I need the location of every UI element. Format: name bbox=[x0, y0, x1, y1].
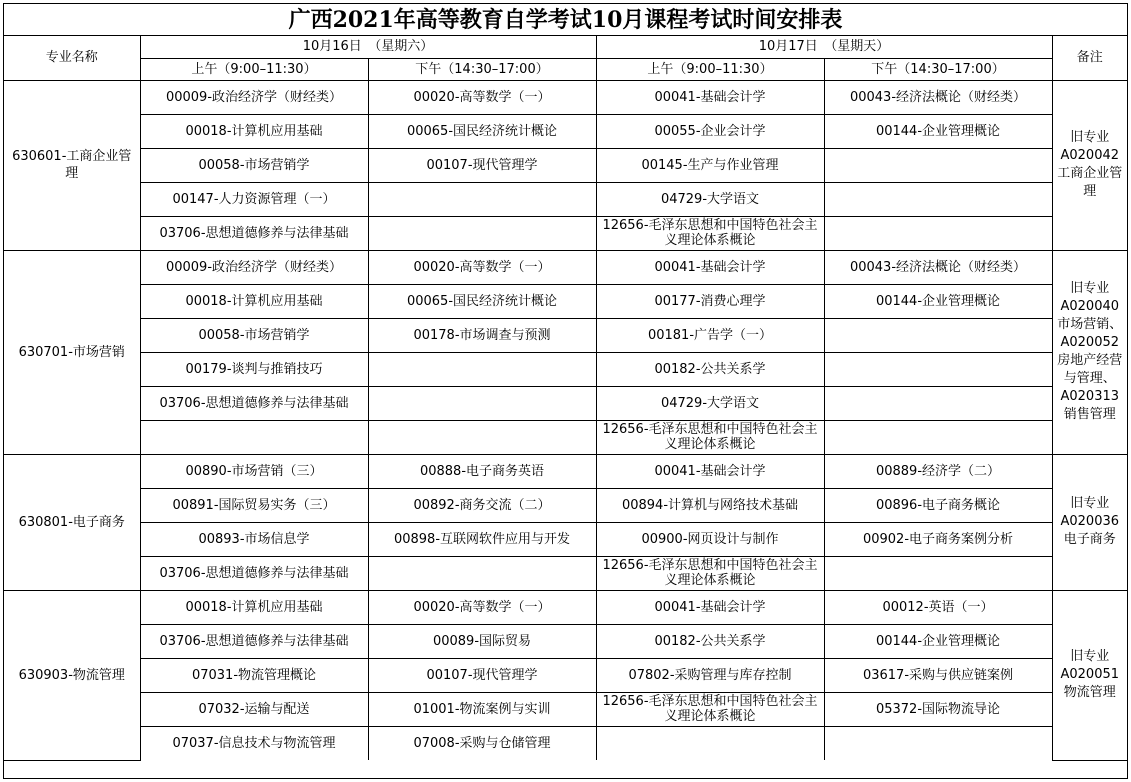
schedule-row bbox=[4, 420, 1127, 454]
course-cell-day2-morning: 12656-毛泽东思想和中国特色社会主义理论体系概论 bbox=[596, 216, 824, 250]
course-cell-day2-morning: 00182-公共关系学 bbox=[596, 624, 824, 658]
remark-column-header: 备注 bbox=[1052, 36, 1127, 80]
course-cell-day1-morning: 00893-市场信息学 bbox=[140, 522, 368, 556]
course-cell-day2-morning: 00041-基础会计学 bbox=[596, 250, 824, 284]
course-cell-day1-afternoon: 00107-现代管理学 bbox=[368, 148, 596, 182]
course-cell-day2-morning: 00177-消费心理学 bbox=[596, 284, 824, 318]
course-cell-day1-afternoon: 00020-高等数学（一） bbox=[368, 250, 596, 284]
course-cell-day1-afternoon bbox=[368, 386, 596, 420]
course-cell-day2-afternoon bbox=[824, 182, 1052, 216]
course-cell-day1-morning: 00179-谈判与推销技巧 bbox=[140, 352, 368, 386]
schedule-row bbox=[4, 522, 1127, 556]
course-cell-day2-afternoon: 03617-采购与供应链案例 bbox=[824, 658, 1052, 692]
course-cell-day1-morning: 03706-思想道德修养与法律基础 bbox=[140, 216, 368, 250]
schedule-row bbox=[4, 386, 1127, 420]
major-column-header: 专业名称 bbox=[4, 36, 140, 80]
course-cell-day2-afternoon bbox=[824, 386, 1052, 420]
session-header-day1-morning: 上午（9:00–11:30） bbox=[140, 58, 368, 80]
course-cell-day2-afternoon bbox=[824, 148, 1052, 182]
course-cell-day1-morning: 00890-市场营销（三） bbox=[140, 454, 368, 488]
course-cell-day2-morning: 04729-大学语文 bbox=[596, 386, 824, 420]
schedule-row bbox=[4, 216, 1127, 250]
course-cell-day2-afternoon: 00896-电子商务概论 bbox=[824, 488, 1052, 522]
course-cell-day1-afternoon bbox=[368, 352, 596, 386]
header-row-sessions bbox=[4, 58, 1127, 80]
major-name: 630903-物流管理 bbox=[4, 590, 140, 760]
schedule-row bbox=[4, 658, 1127, 692]
day-header-1: 10月16日 （星期六） bbox=[140, 36, 596, 58]
course-cell-day2-afternoon: 00043-经济法概论（财经类） bbox=[824, 80, 1052, 114]
schedule-row bbox=[4, 454, 1127, 488]
course-cell-day1-morning: 00018-计算机应用基础 bbox=[140, 284, 368, 318]
course-cell-day1-morning: 00058-市场营销学 bbox=[140, 148, 368, 182]
schedule-row bbox=[4, 148, 1127, 182]
course-cell-day1-morning: 00009-政治经济学（财经类） bbox=[140, 250, 368, 284]
session-header-day1-afternoon: 下午（14:30–17:00） bbox=[368, 58, 596, 80]
course-cell-day2-afternoon bbox=[824, 556, 1052, 590]
session-header-day2-afternoon: 下午（14:30–17:00） bbox=[824, 58, 1052, 80]
schedule-row bbox=[4, 284, 1127, 318]
course-cell-day1-afternoon: 00089-国际贸易 bbox=[368, 624, 596, 658]
course-cell-day1-afternoon: 01001-物流案例与实训 bbox=[368, 692, 596, 726]
remark-note: 旧专业A020051物流管理 bbox=[1052, 590, 1127, 760]
course-cell-day2-afternoon bbox=[824, 216, 1052, 250]
course-cell-day2-afternoon: 00889-经济学（二） bbox=[824, 454, 1052, 488]
schedule-row bbox=[4, 590, 1127, 624]
course-cell-day1-afternoon: 00065-国民经济统计概论 bbox=[368, 114, 596, 148]
course-cell-day2-afternoon bbox=[824, 420, 1052, 454]
course-cell-day2-morning: 00145-生产与作业管理 bbox=[596, 148, 824, 182]
course-cell-day1-morning: 00009-政治经济学（财经类） bbox=[140, 80, 368, 114]
schedule-row bbox=[4, 318, 1127, 352]
course-cell-day1-afternoon: 00892-商务交流（二） bbox=[368, 488, 596, 522]
course-cell-day1-afternoon: 00065-国民经济统计概论 bbox=[368, 284, 596, 318]
course-cell-day2-morning: 00041-基础会计学 bbox=[596, 80, 824, 114]
major-name: 630701-市场营销 bbox=[4, 250, 140, 454]
course-cell-day2-afternoon: 00144-企业管理概论 bbox=[824, 624, 1052, 658]
schedule-row bbox=[4, 114, 1127, 148]
schedule-row bbox=[4, 80, 1127, 114]
remark-note: 旧专业A020040市场营销、A020052房地产经营与管理、A020313销售管理 bbox=[1052, 250, 1127, 454]
course-cell-day2-afternoon: 00144-企业管理概论 bbox=[824, 114, 1052, 148]
course-cell-day2-afternoon: 00902-电子商务案例分析 bbox=[824, 522, 1052, 556]
course-cell-day1-morning: 03706-思想道德修养与法律基础 bbox=[140, 386, 368, 420]
course-cell-day2-morning: 00055-企业会计学 bbox=[596, 114, 824, 148]
course-cell-day1-afternoon: 00178-市场调查与预测 bbox=[368, 318, 596, 352]
course-cell-day2-afternoon: 00012-英语（一） bbox=[824, 590, 1052, 624]
schedule-row bbox=[4, 352, 1127, 386]
schedule-row bbox=[4, 182, 1127, 216]
course-cell-day2-afternoon bbox=[824, 352, 1052, 386]
course-cell-day2-morning bbox=[596, 726, 824, 760]
course-cell-day1-morning: 03706-思想道德修养与法律基础 bbox=[140, 624, 368, 658]
schedule-sheet bbox=[3, 3, 1128, 779]
course-cell-day1-afternoon: 00898-互联网软件应用与开发 bbox=[368, 522, 596, 556]
course-cell-day1-afternoon: 00020-高等数学（一） bbox=[368, 590, 596, 624]
course-cell-day1-morning: 00891-国际贸易实务（三） bbox=[140, 488, 368, 522]
schedule-row bbox=[4, 488, 1127, 522]
course-cell-day2-afternoon: 05372-国际物流导论 bbox=[824, 692, 1052, 726]
course-cell-day2-afternoon bbox=[824, 318, 1052, 352]
course-cell-day2-morning: 12656-毛泽东思想和中国特色社会主义理论体系概论 bbox=[596, 692, 824, 726]
course-cell-day2-morning: 07802-采购管理与库存控制 bbox=[596, 658, 824, 692]
schedule-row bbox=[4, 624, 1127, 658]
major-name: 630801-电子商务 bbox=[4, 454, 140, 590]
course-cell-day1-afternoon: 00888-电子商务英语 bbox=[368, 454, 596, 488]
course-cell-day2-morning: 12656-毛泽东思想和中国特色社会主义理论体系概论 bbox=[596, 556, 824, 590]
course-cell-day2-morning: 00181-广告学（一） bbox=[596, 318, 824, 352]
course-cell-day2-morning: 00041-基础会计学 bbox=[596, 590, 824, 624]
course-cell-day1-morning: 07037-信息技术与物流管理 bbox=[140, 726, 368, 760]
remark-note: 旧专业A020036电子商务 bbox=[1052, 454, 1127, 590]
course-cell-day2-afternoon: 00144-企业管理概论 bbox=[824, 284, 1052, 318]
course-cell-day1-morning: 00147-人力资源管理（一） bbox=[140, 182, 368, 216]
schedule-table bbox=[4, 36, 1127, 761]
day-header-2: 10月17日 （星期天） bbox=[596, 36, 1052, 58]
course-cell-day1-morning: 07031-物流管理概论 bbox=[140, 658, 368, 692]
course-cell-day2-morning: 00041-基础会计学 bbox=[596, 454, 824, 488]
course-cell-day2-morning: 00894-计算机与网络技术基础 bbox=[596, 488, 824, 522]
course-cell-day1-afternoon bbox=[368, 556, 596, 590]
course-cell-day2-morning: 12656-毛泽东思想和中国特色社会主义理论体系概论 bbox=[596, 420, 824, 454]
schedule-row bbox=[4, 726, 1127, 760]
course-cell-day1-afternoon: 00020-高等数学（一） bbox=[368, 80, 596, 114]
schedule-row bbox=[4, 250, 1127, 284]
course-cell-day2-morning: 00900-网页设计与制作 bbox=[596, 522, 824, 556]
course-cell-day1-afternoon: 07008-采购与仓储管理 bbox=[368, 726, 596, 760]
schedule-row bbox=[4, 556, 1127, 590]
course-cell-day1-afternoon: 00107-现代管理学 bbox=[368, 658, 596, 692]
course-cell-day1-morning bbox=[140, 420, 368, 454]
page-title: 广西2021年高等教育自学考试10月课程考试时间安排表 bbox=[4, 4, 1127, 36]
schedule-row bbox=[4, 692, 1127, 726]
course-cell-day2-morning: 00182-公共关系学 bbox=[596, 352, 824, 386]
remark-note: 旧专业A020042工商企业管理 bbox=[1052, 80, 1127, 250]
course-cell-day2-morning: 04729-大学语文 bbox=[596, 182, 824, 216]
course-cell-day1-afternoon bbox=[368, 420, 596, 454]
course-cell-day2-afternoon: 00043-经济法概论（财经类） bbox=[824, 250, 1052, 284]
major-name: 630601-工商企业管理 bbox=[4, 80, 140, 250]
course-cell-day2-afternoon bbox=[824, 726, 1052, 760]
course-cell-day1-morning: 00058-市场营销学 bbox=[140, 318, 368, 352]
course-cell-day1-morning: 00018-计算机应用基础 bbox=[140, 590, 368, 624]
course-cell-day1-morning: 00018-计算机应用基础 bbox=[140, 114, 368, 148]
header-row-days bbox=[4, 36, 1127, 58]
course-cell-day1-morning: 03706-思想道德修养与法律基础 bbox=[140, 556, 368, 590]
course-cell-day1-morning: 07032-运输与配送 bbox=[140, 692, 368, 726]
session-header-day2-morning: 上午（9:00–11:30） bbox=[596, 58, 824, 80]
course-cell-day1-afternoon bbox=[368, 216, 596, 250]
course-cell-day1-afternoon bbox=[368, 182, 596, 216]
